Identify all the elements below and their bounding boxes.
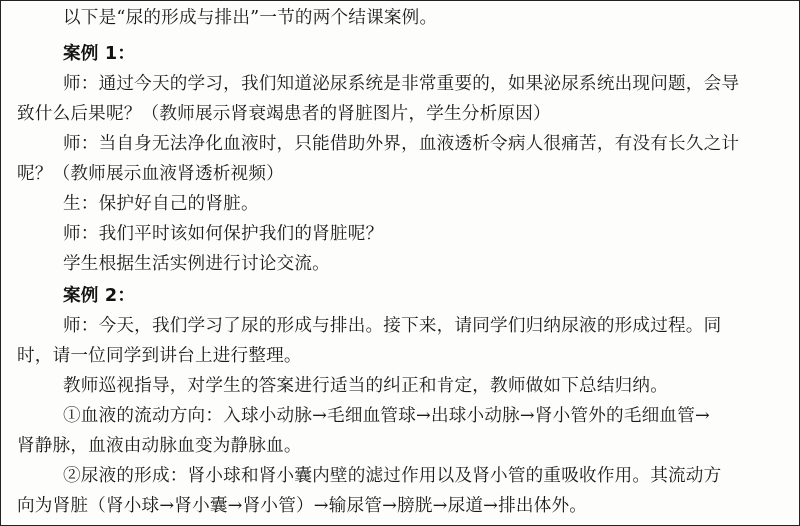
case-2-heading: 案例 2： [63,286,136,306]
case-1-heading: 案例 1： [63,44,136,64]
case-2-line: 教师巡视指导，对学生的答案进行适当的纠正和肯定，教师做如下总结归纳。 [63,376,668,396]
case-1-line: 生：保护好自己的肾脏。 [63,194,259,214]
case-1-line: 学生根据生活实例进行讨论交流。 [63,254,330,274]
case-1-line: 呢？（教师展示血液肾透析视频） [17,164,284,184]
case-2-line: 时，请一位同学到讲台上进行整理。 [17,346,302,366]
case-2-line: 师：今天，我们学习了尿的形成与排出。接下来，请同学们归纳尿液的形成过程。同 [63,316,722,336]
case-2-line: 向为肾脏（肾小球→肾小囊→肾小管）→输尿管→膀胱→尿道→排出体外。 [17,496,588,516]
case-1-line: 师：通过今天的学习，我们知道泌尿系统是非常重要的，如果泌尿系统出现问题，会导 [63,74,740,94]
case-1-line: 师：当自身无法净化血液时，只能借助外界，血液透析令病人很痛苦，有没有长久之计 [63,134,740,154]
case-2-line: ①血液的流动方向：入球小动脉→毛细血管球→出球小动脉→肾小管外的毛细血管→ [63,406,710,426]
case-1-line: 师：我们平时该如何保护我们的肾脏呢？ [63,224,384,244]
intro-text: 以下是“尿的形成与排出”一节的两个结课案例。 [63,8,438,28]
case-2-line: 肾静脉，血液由动脉血变为静脉血。 [17,436,302,456]
case-2-line: ②尿液的形成：肾小球和肾小囊内壁的滤过作用以及肾小管的重吸收作用。其流动方 [63,466,722,486]
case-1-line: 致什么后果呢？（教师展示肾衰竭患者的肾脏图片，学生分析原因） [17,104,551,124]
